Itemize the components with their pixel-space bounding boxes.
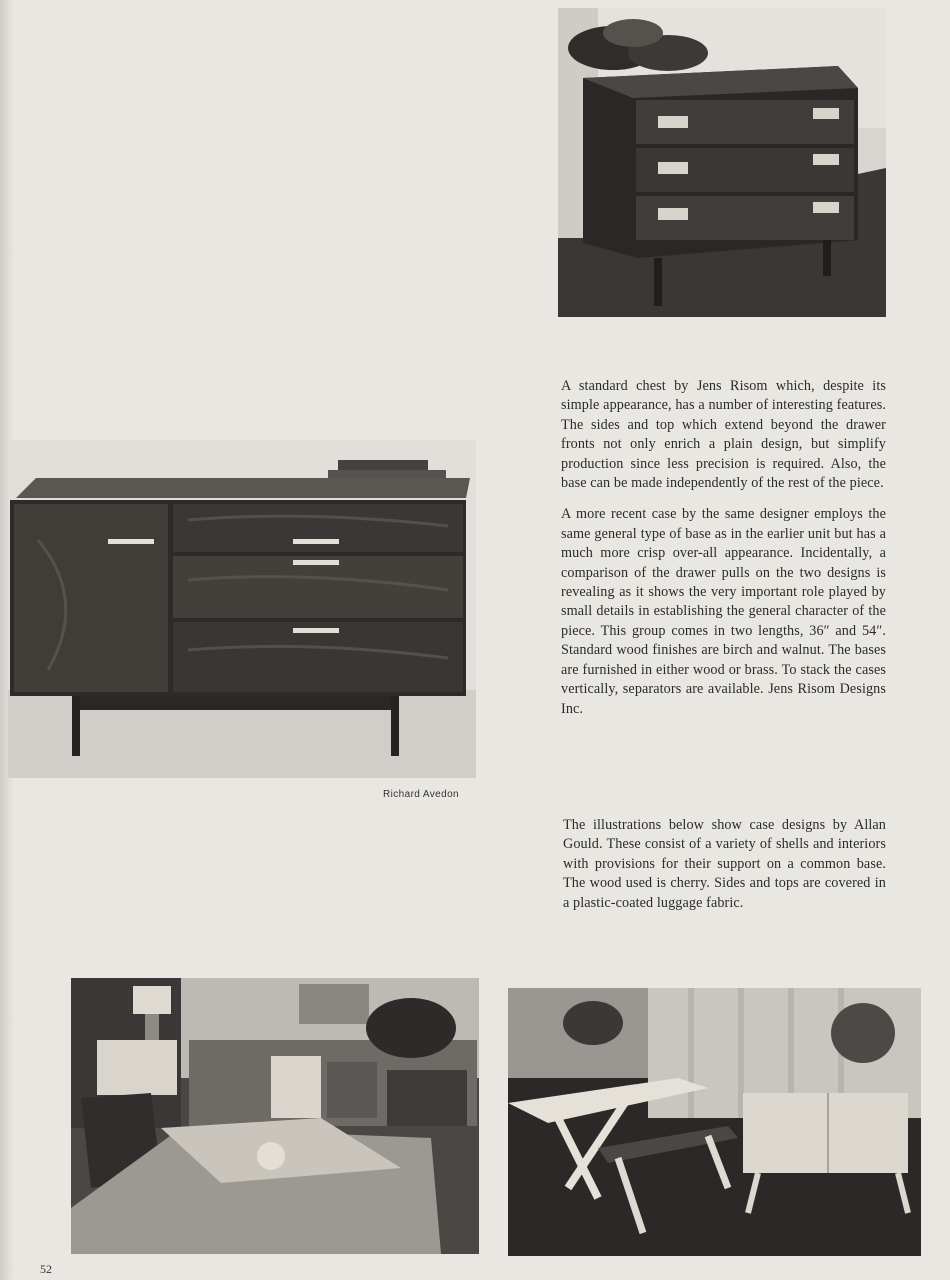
- jens-risom-paragraph-1: A standard chest by Jens Risom which, despite its simple appearance, has a number of interesting features. The sides and top which extend beyond the drawer fronts not only enrich a plain design, but simplify production since less precision is required. Also, the base can be made independently of the rest of the piece.: [561, 378, 886, 492]
- photo-credit: Richard Avedon: [383, 789, 460, 800]
- photo-allan-gould-dining: [508, 988, 921, 1256]
- page-number: 52: [40, 1262, 52, 1276]
- photo-recent-case: [8, 440, 476, 778]
- photo-standard-chest: [558, 8, 886, 317]
- photo-allan-gould-living-room: [71, 978, 479, 1254]
- jens-risom-paragraph-2: A more recent case by the same designer employs the same general type of base as in the earlier unit but has a much more crisp over-all appearance. Incidentally, a comparison of the drawer pulls on the two designs is revealing as it shows the very important role played by small details in establishing the general character of the piece. This group comes in two lengths, 36″ and 54″. Standard wood finishes are birch and walnut. The bases are furnished in either wood or brass. To stack the cases vertically, separators are available. Jens Risom Designs Inc.: [561, 506, 886, 717]
- allan-gould-text: [563, 816, 886, 925]
- jens-risom-text: [561, 377, 886, 731]
- allan-gould-paragraph: The illustrations below show case designs by Allan Gould. These consist of a variety of shells and interiors with provisions for their support on a common base. The wood used is cherry. Sides and tops are covered in a plastic-coated luggage fabric.: [563, 817, 886, 911]
